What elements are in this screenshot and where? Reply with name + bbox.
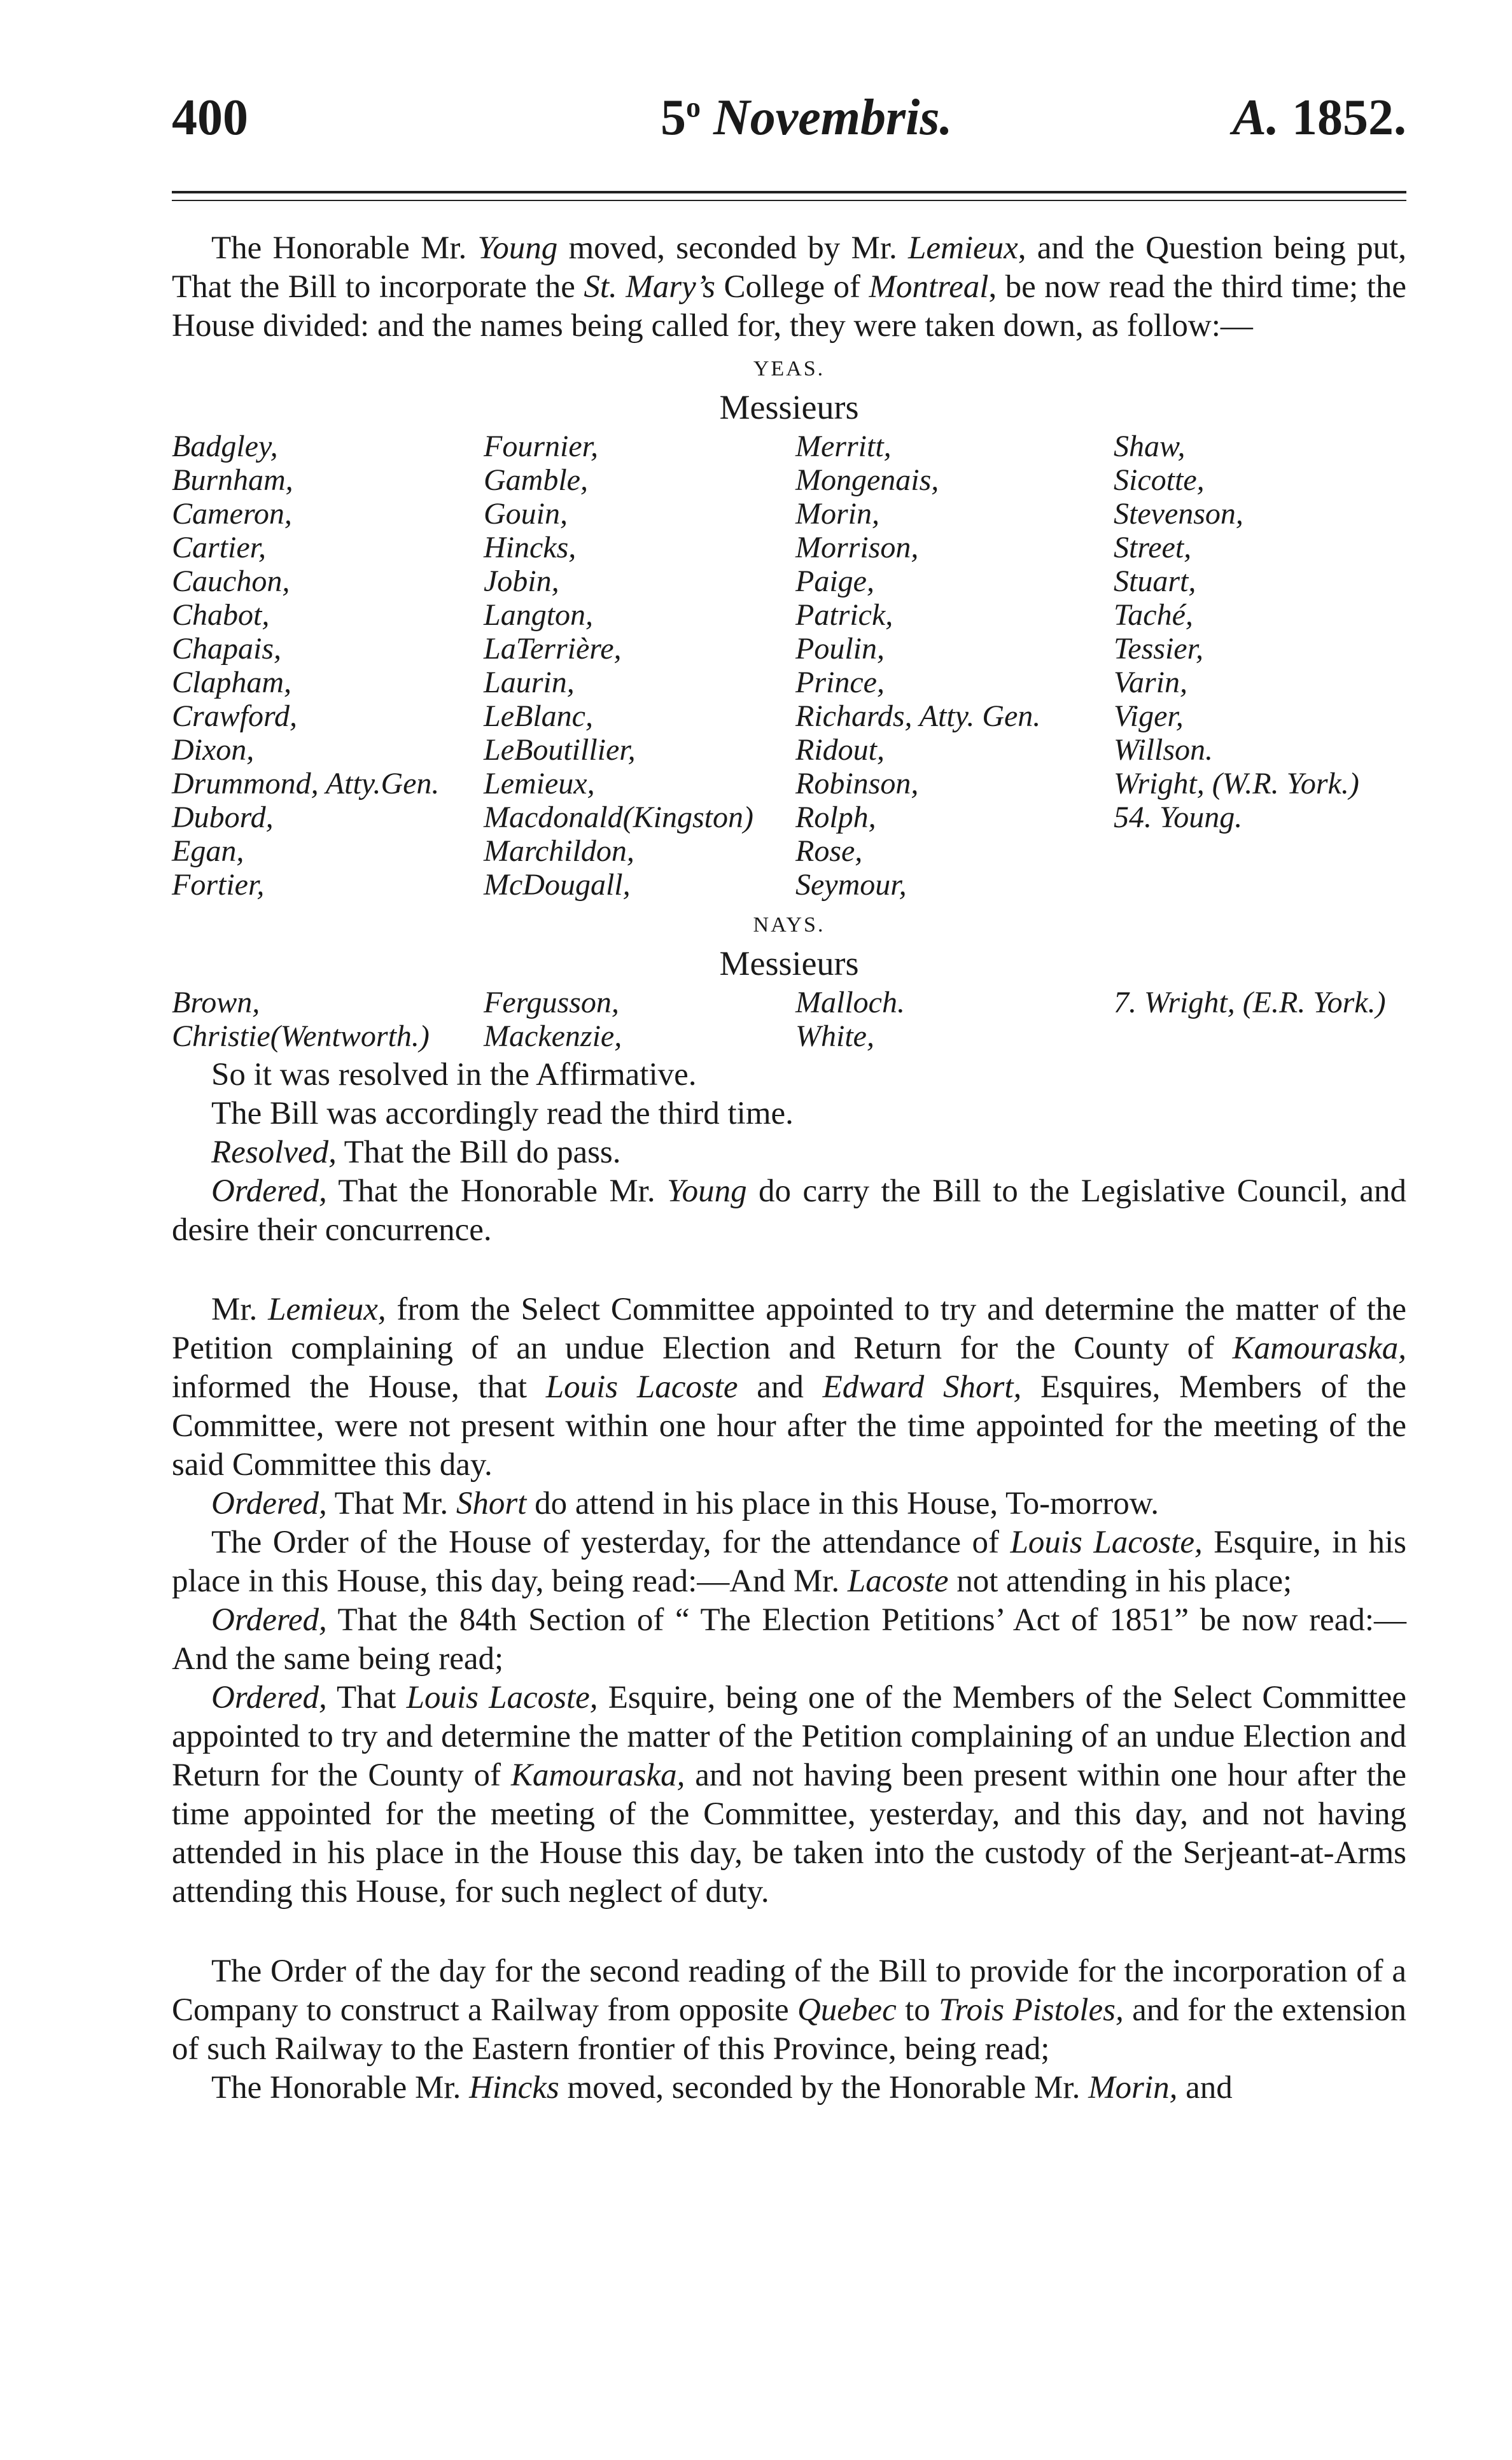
paragraph: The Bill was accordingly read the third time. <box>211 1096 794 1131</box>
member-name: LeBoutillier, <box>484 733 636 767</box>
member-name <box>1114 868 1406 902</box>
header-date <box>661 89 953 147</box>
member-name: Ridout, <box>795 733 885 767</box>
year-prefix: A. <box>1232 90 1279 146</box>
member-name: Chapais, <box>172 632 282 666</box>
member-name: Cartier, <box>172 531 267 564</box>
member-name: Lemieux, <box>484 767 595 800</box>
member-name: McDougall, <box>484 868 631 902</box>
member-name: Stuart, <box>1114 564 1196 598</box>
member-name: Christie(Wentworth.) <box>172 1019 430 1053</box>
member-name: Taché, <box>1114 598 1193 632</box>
member-name: 7. Wright, (E.R. York.) <box>1114 986 1386 1019</box>
member-name: Richards, Atty. Gen. <box>795 699 1041 733</box>
member-name: Brown, <box>172 986 260 1019</box>
paragraph: Ordered, That Mr. Short do attend in his place in this House, To-morrow. <box>211 1486 1159 1521</box>
member-name: Laurin, <box>484 666 575 699</box>
member-name: 54. Young. <box>1114 800 1243 834</box>
member-name <box>1114 1019 1406 1053</box>
member-name: LaTerrière, <box>484 632 622 666</box>
paragraph: So it was resolved in the Affirmative. <box>211 1057 697 1093</box>
member-name: Cauchon, <box>172 564 290 598</box>
member-name: Prince, <box>795 666 885 699</box>
paragraph: Resolved, That the Bill do pass. <box>211 1135 621 1170</box>
member-name: Drummond, Atty.Gen. <box>172 767 440 800</box>
header-divider <box>172 191 1406 204</box>
member-name: Shaw, <box>1114 430 1186 463</box>
member-name: Jobin, <box>484 564 559 598</box>
yeas-messieurs: Messieurs <box>719 388 859 426</box>
member-name: Rolph, <box>795 800 876 834</box>
member-name: Fournier, <box>484 430 598 463</box>
paragraph: The Order of the day for the second reading of the Bill to provide for the incorporation of a Company to construct a Railway from opposite Quebec to Trois Pistoles, and for the extension of such Railway to the Eastern frontier of this Province, being read; <box>172 1953 1406 2067</box>
member-name: Malloch. <box>795 986 905 1019</box>
paragraph: The Honorable Mr. Hincks moved, seconded by the Honorable Mr. Morin, and <box>211 2070 1233 2106</box>
member-name: Viger, <box>1114 699 1184 733</box>
member-name: Paige, <box>795 564 874 598</box>
member-name: Dubord, <box>172 800 274 834</box>
member-name: Langton, <box>484 598 594 632</box>
divider-thick <box>172 191 1406 193</box>
member-name: Sicotte, <box>1114 463 1205 497</box>
member-name: Dixon, <box>172 733 255 767</box>
member-name: Morin, <box>795 497 879 531</box>
member-name: Marchildon, <box>484 834 634 868</box>
committee-block <box>172 1290 1406 1911</box>
member-name: Gamble, <box>484 463 588 497</box>
member-name: Burnham, <box>172 463 293 497</box>
nays-label: NAYS. <box>753 913 825 937</box>
member-name: Fortier, <box>172 868 265 902</box>
nays-messieurs: Messieurs <box>719 944 859 982</box>
page-body <box>172 229 1406 2107</box>
member-name: Rose, <box>795 834 863 868</box>
member-name: Patrick, <box>795 598 893 632</box>
member-name: Badgley, <box>172 430 278 463</box>
member-name: Egan, <box>172 834 244 868</box>
paragraph: Ordered, That Louis Lacoste, Esquire, being one of the Members of the Select Committee appointed to try and determine the matter of the Petition complaining of an undue Election and Return for the County of Kamouraska, and not having been present within one hour after the time appointed for the meeting of the Committee, yesterday, and this day, and not having attended in his place in the House this day, be taken into the custody of the Serjeant-at-Arms attending this House, for such neglect of duty. <box>172 1680 1406 1910</box>
date-day: 5 <box>661 90 686 146</box>
year-value: 1852. <box>1292 90 1406 146</box>
member-name: White, <box>795 1019 874 1053</box>
member-name: Chabot, <box>172 598 270 632</box>
header-year <box>1233 89 1406 147</box>
member-name: Tessier, <box>1114 632 1203 666</box>
member-name: Crawford, <box>172 699 297 733</box>
motion-paragraph: The Honorable Mr. Young moved, seconded by Mr. Lemieux, and the Question being put, That the Bill to incorporate the St. Mary’s College of Montreal, be now read the third time; the House divided: and the names being called for, they were taken down, as follow:— <box>172 230 1407 344</box>
member-name: Street, <box>1114 531 1192 564</box>
paragraph: Mr. Lemieux, from the Select Committee appointed to try and determine the matter of the Petition complaining of an undue Election and Return for the County of Kamouraska, informed the House, that Louis Lacoste and Edward Short, Esquires, Members of the Committee, were not present within one hour after the time appointed for the meeting of the said Committee this day. <box>172 1292 1407 1483</box>
page-number: 400 <box>172 90 248 146</box>
member-name: Robinson, <box>795 767 919 800</box>
member-name: Macdonald(Kingston) <box>484 800 753 834</box>
yeas-label: YEAS. <box>753 357 825 381</box>
railway-block <box>172 1952 1406 2107</box>
member-name <box>1114 834 1406 868</box>
member-name: Poulin, <box>795 632 885 666</box>
paragraph: The Order of the House of yesterday, for the attendance of Louis Lacoste, Esquire, in his place in this House, this day, being read:—And Mr. Lacoste not attending in his place; <box>172 1525 1406 1599</box>
date-month: Novembris. <box>713 90 953 146</box>
paragraph: Ordered, That the Honorable Mr. Young do carry the Bill to the Legislative Council, and desire their concurrence. <box>172 1173 1406 1248</box>
member-name: Seymour, <box>795 868 907 902</box>
nays-name-list <box>172 986 1406 1053</box>
page-header <box>172 89 1406 165</box>
member-name: Hincks, <box>484 531 577 564</box>
member-name: Varin, <box>1114 666 1188 699</box>
yeas-name-list <box>172 430 1406 902</box>
member-name: Morrison, <box>795 531 919 564</box>
member-name: Fergusson, <box>484 986 619 1019</box>
member-name: Willson. <box>1114 733 1214 767</box>
member-name: Mongenais, <box>795 463 939 497</box>
member-name: Stevenson, <box>1114 497 1243 531</box>
member-name: Mackenzie, <box>484 1019 622 1053</box>
member-name: Merritt, <box>795 430 892 463</box>
member-name: Cameron, <box>172 497 292 531</box>
member-name: Gouin, <box>484 497 568 531</box>
member-name: LeBlanc, <box>484 699 593 733</box>
member-name: Clapham, <box>172 666 292 699</box>
date-superscript: o <box>686 90 701 123</box>
paragraph: Ordered, That the 84th Section of “ The Election Petitions’ Act of 1851” be now read:—And the same being read; <box>172 1602 1406 1677</box>
divider-thin <box>172 200 1406 201</box>
result-block <box>172 1056 1406 1250</box>
member-name: Wright, (W.R. York.) <box>1114 767 1359 800</box>
